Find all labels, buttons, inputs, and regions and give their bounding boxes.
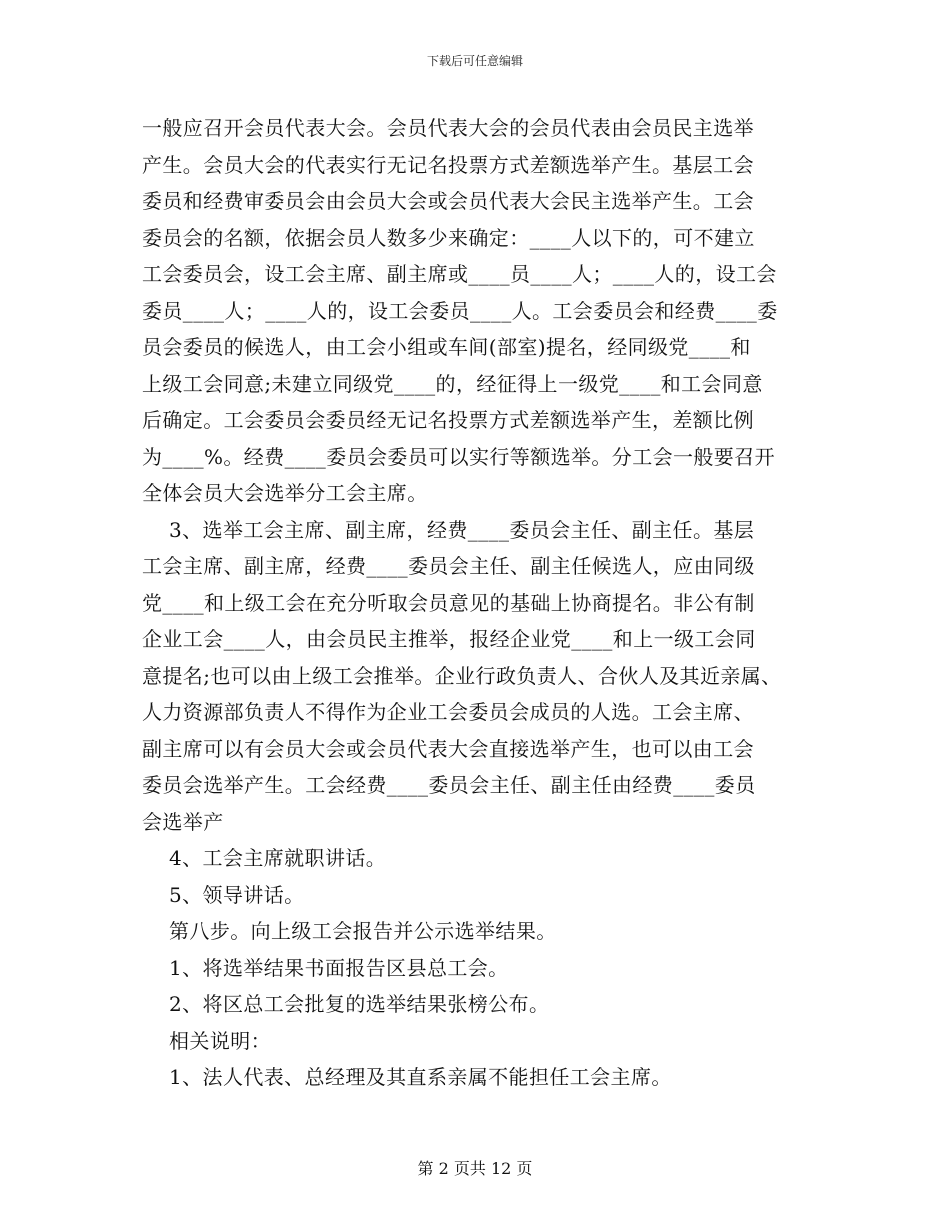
text-line: 委员会选举产生。工会经费____委员会主任、副主任由经费____委员 bbox=[142, 773, 756, 797]
text-line: 5、领导讲话。 bbox=[142, 882, 305, 907]
document-body bbox=[142, 110, 822, 1096]
text-line: 委员____人；____人的，设工会委员____人。工会委员会和经费____委 bbox=[142, 298, 778, 323]
page-footer: 第 2 页共 12 页 bbox=[417, 1159, 533, 1178]
text-line: 工会主席、副主席，经费____委员会主任、副主任候选人，应由同级 bbox=[142, 554, 755, 578]
text-line: 一般应召开会员代表大会。会员代表大会的会员代表由会员民主选举 bbox=[142, 116, 754, 140]
text-line: 相关说明： bbox=[142, 1028, 272, 1053]
text-line: 员会委员的候选人，由工会小组或车间(部室)提名，经同级党____和 bbox=[142, 335, 751, 359]
text-line: 为____%。经费____委员会委员可以实行等额选举。分工会一般要召开 bbox=[142, 444, 776, 469]
text-line: 委员会的名额，依据会员人数多少来确定：____人以下的，可不建立 bbox=[142, 225, 755, 250]
text-line: 党____和上级工会在充分听取会员意见的基础上协商提名。非公有制 bbox=[142, 590, 755, 615]
page-header: 下载后可任意编辑 bbox=[426, 54, 523, 68]
text-line: 上级工会同意;未建立同级党____的，经征得上一级党____和工会同意 bbox=[142, 371, 763, 396]
text-line: 企业工会____人，由会员民主推举，报经企业党____和上一级工会同 bbox=[142, 627, 756, 651]
text-line: 3、选举工会主席、副主席，经费____委员会主任、副主任。基层 bbox=[142, 517, 755, 542]
text-line: 2、将区总工会批复的选举结果张榜公布。 bbox=[142, 992, 550, 1016]
text-line: 意提名;也可以由上级工会推举。企业行政负责人、合伙人及其近亲属、 bbox=[142, 663, 782, 688]
text-line: 会选举产 bbox=[142, 809, 224, 834]
text-line: 人力资源部负责人不得作为企业工会委员会成员的人选。工会主席、 bbox=[142, 700, 754, 724]
text-line: 产生。会员大会的代表实行无记名投票方式差额选举产生。基层工会 bbox=[142, 152, 754, 177]
text-line: 副主席可以有会员大会或会员代表大会直接选举产生，也可以由工会 bbox=[142, 736, 754, 761]
text-line: 1、法人代表、总经理及其直系亲属不能担任工会主席。 bbox=[142, 1065, 672, 1089]
text-line: 全体会员大会选举分工会主席。 bbox=[142, 481, 428, 505]
text-line: 后确定。工会委员会委员经无记名投票方式差额选举产生，差额比例 bbox=[142, 408, 754, 432]
text-line: 第八步。向上级工会报告并公示选举结果。 bbox=[142, 919, 557, 943]
text-line: 工会委员会，设工会主席、副主席或____员____人；____人的，设工会 bbox=[142, 262, 777, 286]
text-line: 1、将选举结果书面报告区县总工会。 bbox=[142, 955, 509, 980]
text-line: 委员和经费审委员会由会员大会或会员代表大会民主选举产生。工会 bbox=[142, 189, 754, 213]
text-line: 4、工会主席就职讲话。 bbox=[142, 846, 387, 870]
